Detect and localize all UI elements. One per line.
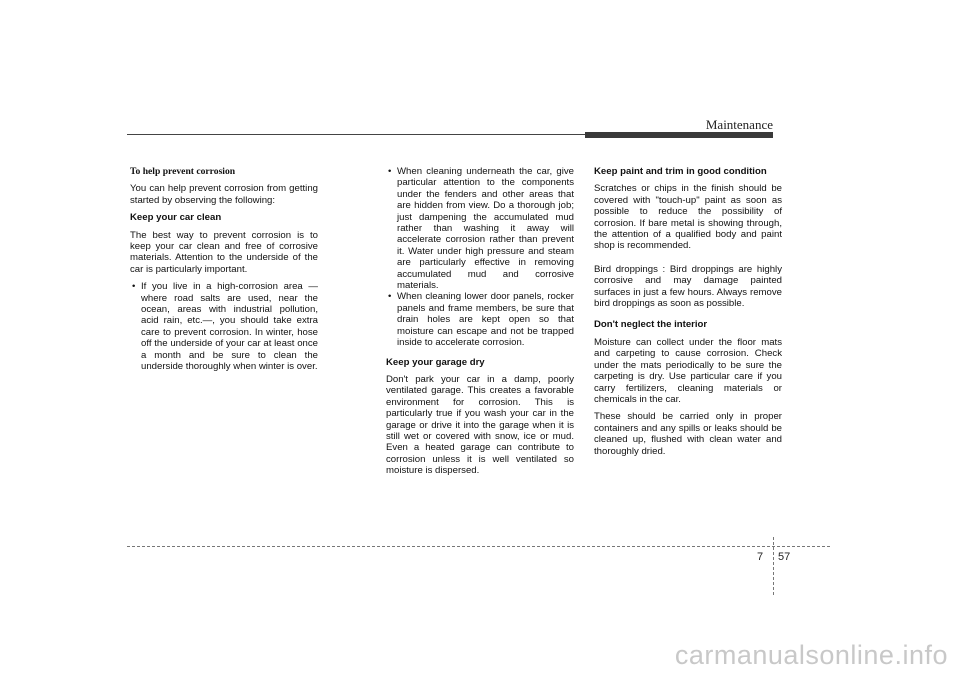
chapter-number: 7 [757,551,764,563]
heading-interior: Don't neglect the interior [594,319,708,331]
watermark: carmanualsonline.info [674,640,948,670]
bullet-list [386,166,574,349]
footer-divider [773,537,774,595]
column-2 [386,166,574,483]
list-item: • When cleaning underneath the car, give particular attention to the components under the fenders and other areas that are hidden from view. Do a thorough job; just dampening the accumulated mud rather than washing it away will accelerate corrosion rather than prevent it. Water under high pressure and steam are particularly effective in removing accumulated mud and corrosive materials. [386,166,574,291]
garage-dry-paragraph: Don't park your car in a damp, poorly ventilated garage. This creates a favorable environment for corrosion. This is particularly true if you wash your car in the garage or drive it into the garage when it is still wet or covered with snow, ice or mud. Even a heated garage can contribute to corrosion unless it is well ventilated so moisture is dispersed. [386,373,574,477]
header-rule [127,134,585,135]
footer-rule [127,546,830,547]
intro-paragraph: You can help prevent corrosion from getting started by observing the following: [130,183,318,206]
header-bar [585,132,773,138]
column-3 [594,166,782,463]
keep-car-clean-paragraph: The best way to prevent corrosion is to keep your car clean and free of corrosive materials. Attention to the underside of the car is particularly important. [130,229,318,275]
interior-paragraph: Moisture can collect under the floor mats and carpeting to cause corrosion. Check under the mats periodically to be sure the carpeting is dry. Use particular care if you carry fertilizers, cleaning materials or chemicals in the car. [594,336,782,405]
page-number: 57 [778,551,791,563]
section-heading-corrosion: To help prevent corrosion [130,166,236,177]
bird-droppings-paragraph: Bird droppings : Bird droppings are highly corrosive and may damage painted surfaces in just a few hours. Always remove bird droppings as soon as possible. [594,263,782,310]
heading-keep-car-clean: Keep your car clean [130,212,222,224]
bullet-list [130,281,318,372]
heading-paint-trim: Keep paint and trim in good condition [594,166,767,177]
list-item: • When cleaning lower door panels, rocker panels and frame members, be sure that drain holes are kept open so that moisture can escape and not be trapped inside to accelerate corrosion. [386,291,574,348]
heading-garage-dry: Keep your garage dry [386,356,485,368]
page-section-title: Maintenance [705,117,773,132]
containers-paragraph: These should be carried only in proper containers and any spills or leaks should be cleaned up, flushed with clean water and thoroughly dried. [594,411,782,457]
paint-trim-paragraph: Scratches or chips in the finish should be covered with "touch-up" paint as soon as possible to reduce the possibility of corrosion. If bare metal is showing through, the attention of a qualified body and paint shop is recommended. [594,183,782,252]
column-1 [130,166,318,373]
list-item: • If you live in a high-corrosion area — where road salts are used, near the ocean, areas with industrial pollution, acid rain, etc.—, you should take extra care to prevent corrosion. In winter, hose off the underside of your car at least once a month and be sure to clean the underside thoroughly when winter is over. [130,281,318,372]
